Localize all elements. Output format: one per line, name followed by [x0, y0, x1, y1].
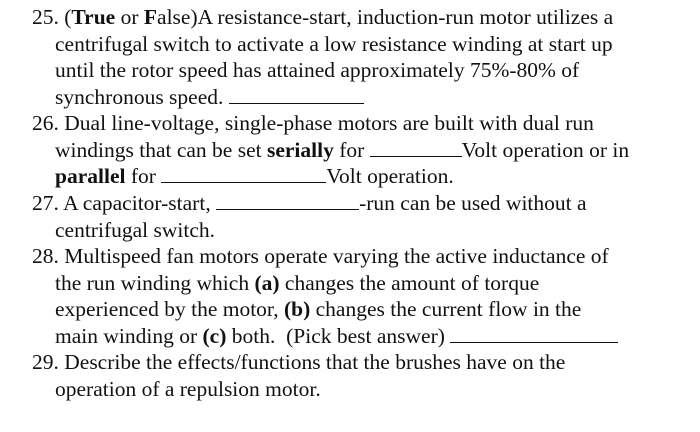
open-paren: ( — [64, 5, 72, 29]
answer-blank-28[interactable] — [450, 325, 618, 343]
question-26 — [32, 110, 662, 190]
question-text: Dual line-voltage, single-phase motors are built with dual run — [64, 111, 594, 135]
question-29-line-2: operation of a repulsion motor. — [55, 376, 321, 401]
question-text: synchronous speed. — [55, 84, 229, 109]
question-25-line-1 — [32, 4, 662, 31]
question-number: 26. — [32, 111, 59, 135]
question-text: changes the amount of torque — [279, 270, 540, 295]
question-text: alse)A resistance-start, induction-run motor utilizes a — [157, 5, 614, 29]
question-text: -run can be used without a — [359, 191, 587, 215]
question-number: 29. — [32, 350, 59, 374]
question-29-line-1 — [32, 349, 662, 376]
question-28-line-2 — [32, 270, 662, 297]
question-28-line-3 — [32, 296, 662, 323]
question-26-line-3 — [32, 163, 662, 190]
question-text: A capacitor-start, — [63, 191, 217, 215]
serially-word: serially — [266, 137, 334, 162]
question-text: windings that can be set — [55, 137, 267, 162]
question-text: for — [333, 137, 370, 162]
question-29 — [32, 349, 662, 402]
question-25-line-3: until the rotor speed has attained approximately 75%-80% of — [55, 58, 580, 82]
question-text: changes the current flow in the — [310, 297, 582, 321]
question-25-line-2: centrifugal switch to activate a low resistance winding at start up — [55, 31, 613, 56]
question-text: Describe the effects/functions that the brushes have on the — [64, 350, 566, 374]
question-26-line-1 — [32, 110, 662, 137]
question-27 — [32, 190, 662, 243]
question-text: Volt operation. — [326, 164, 454, 188]
true-word: True — [71, 5, 116, 29]
or-word: or — [115, 5, 144, 29]
question-25-line-4 — [32, 84, 662, 111]
question-text: Volt operation or in — [461, 137, 630, 162]
option-c-label: (c) — [202, 323, 227, 348]
question-text: main winding or — [55, 323, 203, 348]
question-text: the run winding which — [55, 270, 255, 295]
question-text: for — [125, 164, 162, 188]
question-26-line-2 — [32, 137, 662, 164]
question-number: 27. — [32, 191, 59, 215]
question-text: both. (Pick best answer) — [226, 323, 451, 348]
question-text: Multispeed fan motors operate varying the active inductance of — [64, 244, 609, 268]
option-a-label: (a) — [254, 270, 280, 295]
question-28-line-4 — [32, 323, 662, 350]
question-27-line-1 — [32, 190, 662, 217]
question-27-line-2: centrifugal switch. — [55, 217, 216, 242]
answer-blank-26-serial[interactable] — [370, 139, 462, 157]
answer-blank-26-parallel[interactable] — [161, 165, 326, 183]
answer-blank-27[interactable] — [216, 192, 359, 210]
question-number: 25. — [32, 5, 59, 29]
question-28 — [32, 243, 662, 349]
parallel-word: parallel — [55, 164, 126, 188]
question-25 — [32, 4, 662, 110]
option-b-label: (b) — [283, 297, 311, 321]
question-text: experienced by the motor, — [55, 297, 284, 321]
false-word: F — [143, 5, 158, 29]
question-28-line-1 — [32, 243, 662, 270]
answer-blank-25[interactable] — [229, 86, 364, 104]
question-number: 28. — [32, 244, 59, 268]
